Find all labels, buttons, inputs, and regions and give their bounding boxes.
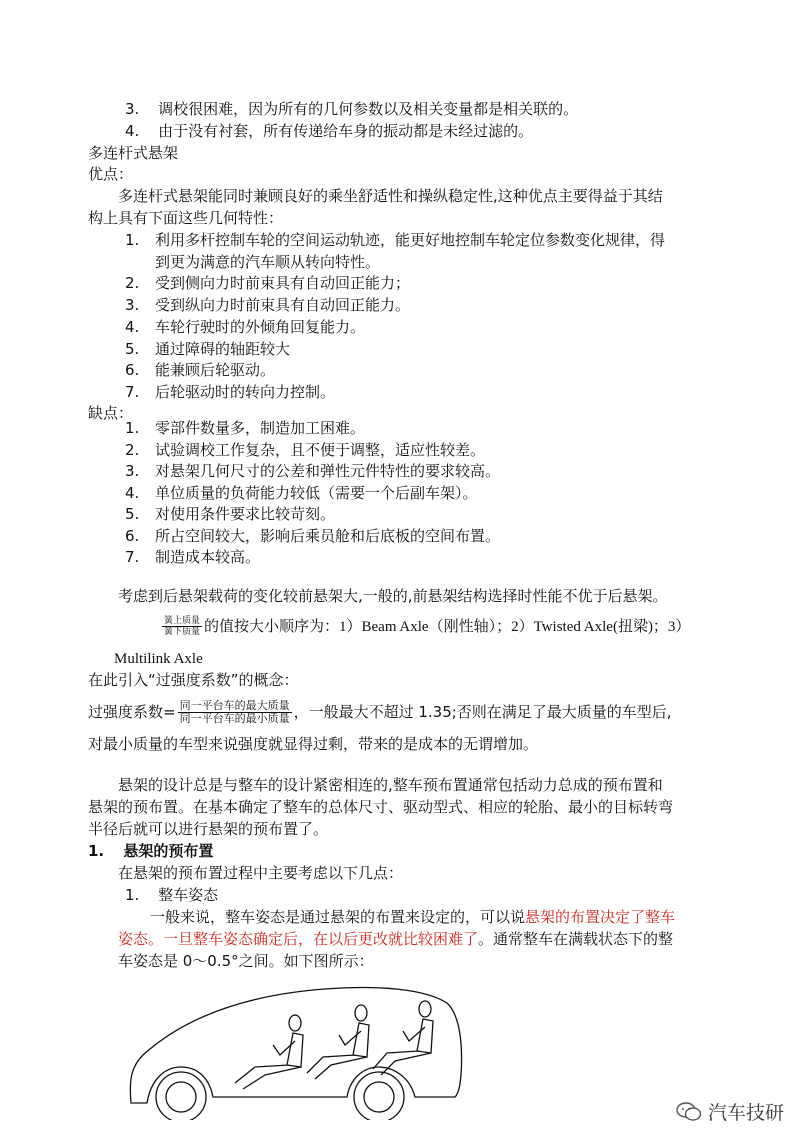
section-title bbox=[88, 841, 213, 861]
paragraph-line: 车姿态是 0～0.5°之间。如下图所示： bbox=[118, 952, 374, 970]
occupant-dummy bbox=[235, 1015, 303, 1089]
subsection-title-text: 整车姿态 bbox=[158, 886, 219, 904]
fraction-numerator: 簧上质量 bbox=[164, 616, 201, 626]
item-number: 5. bbox=[125, 505, 140, 523]
item-number: 4. bbox=[125, 317, 140, 336]
occupant-dummy bbox=[373, 1001, 433, 1075]
paragraph-line: 考虑到后悬架载荷的变化较前悬架大,一般的,前悬架结构选择时性能不优于后悬架。 bbox=[118, 587, 668, 605]
paragraph-line: 半径后就可以进行悬架的预布置了。 bbox=[88, 820, 329, 838]
list-item bbox=[125, 317, 365, 337]
fraction-denominator: 簧下质量 bbox=[164, 627, 201, 637]
occupant-dummy bbox=[307, 1005, 369, 1079]
section-number: 1. bbox=[88, 842, 105, 860]
item-text: 由于没有衬套，所有传递给车身的振动都是未经过滤的。 bbox=[158, 122, 534, 140]
rear-wheel bbox=[354, 1072, 404, 1120]
item-text: 所占空间较大，影响后乘员舱和后底板的空间布置。 bbox=[155, 526, 501, 545]
paragraph-line: 构上具有下面这些几何特性： bbox=[88, 209, 284, 227]
item-text: 试验调校工作复杂，且不便于调整，适应性较差。 bbox=[155, 440, 486, 459]
item-text: 车轮行驶时的外倾角回复能力。 bbox=[155, 317, 366, 336]
item-text: 能兼顾后轮驱动。 bbox=[155, 361, 276, 380]
list-item bbox=[125, 547, 260, 567]
highlighted-text: 悬架的布置决定了整车 bbox=[525, 908, 676, 926]
watermark bbox=[676, 1098, 784, 1125]
pros-label: 优点： bbox=[88, 165, 134, 183]
item-text: 调校很困难，因为所有的几何参数以及相关变量都是相关联的。 bbox=[158, 100, 579, 118]
front-wheel bbox=[156, 1072, 206, 1120]
rear-wheel-hub bbox=[364, 1082, 394, 1112]
wechat-icon bbox=[676, 1101, 702, 1123]
front-wheel-hub bbox=[166, 1082, 196, 1112]
fraction-denominator: 同一平台车的最小质量 bbox=[179, 712, 290, 725]
paragraph-line: 对最小质量的车型来说强度就显得过剩，带来的是成本的无谓增加。 bbox=[88, 735, 539, 753]
item-number: 3. bbox=[125, 296, 140, 315]
vehicle-body-outline bbox=[130, 988, 461, 1103]
item-number: 5. bbox=[125, 339, 140, 358]
list-item bbox=[125, 418, 365, 438]
item-number: 6. bbox=[125, 526, 140, 545]
watermark-text: 汽车技研 bbox=[708, 1102, 785, 1124]
item-text: 对使用条件要求比较苛刻。 bbox=[155, 505, 336, 523]
paragraph-line: 悬架的设计总是与整车的设计紧密相连的,整车预布置通常包括动力总成的预布置和 bbox=[118, 776, 663, 794]
coef-text: ，一般最大不超过 1.35;否则在满足了最大质量的车型后, bbox=[293, 703, 672, 721]
item-text: 对悬架几何尺寸的公差和弹性元件特性的要求较高。 bbox=[155, 462, 501, 480]
multilink-axle: Multilink Axle bbox=[114, 651, 203, 667]
item-number: 7. bbox=[125, 548, 140, 566]
list-item bbox=[125, 504, 335, 524]
item-text: 单位质量的负荷能力较低（需要一个后副车架）。 bbox=[155, 483, 478, 502]
item-number: 1. bbox=[125, 231, 140, 249]
item-text: 受到纵向力时前束具有自动回正能力。 bbox=[155, 296, 411, 315]
paragraph-line: 悬架的预布置。在基本确定了整车的总体尺寸、驱动型式、相应的轮胎、最小的目标转弯 bbox=[88, 798, 674, 816]
item-text: 通过障碍的轴距较大 bbox=[155, 339, 291, 358]
cons-label: 缺点： bbox=[88, 404, 134, 422]
item-text: 后轮驱动时的转向力控制。 bbox=[155, 382, 336, 401]
subsection-title bbox=[125, 885, 218, 905]
coefficient-formula bbox=[88, 697, 672, 727]
section-title-text: 悬架的预布置 bbox=[123, 842, 214, 860]
formula-line bbox=[160, 612, 690, 641]
list-item bbox=[125, 273, 410, 293]
paragraph-line: 在悬架的预布置过程中主要考虑以下几点： bbox=[118, 864, 404, 882]
item-text: 受到侧向力时前束具有自动回正能力； bbox=[155, 274, 411, 293]
mass-ratio-fraction bbox=[162, 616, 202, 637]
item-number: 2. bbox=[125, 440, 140, 459]
fraction-numerator: 同一平台车的最大质量 bbox=[179, 699, 290, 712]
paragraph-line bbox=[150, 907, 675, 927]
item-text: 到更为满意的汽车顺从转向特性。 bbox=[155, 252, 381, 271]
list-item bbox=[125, 339, 290, 359]
item-number: 3. bbox=[125, 100, 140, 118]
paragraph-line: 在此引入“过强度系数”的概念： bbox=[88, 671, 299, 689]
paragraph-line bbox=[118, 929, 673, 949]
item-number: 7. bbox=[125, 382, 140, 401]
item-text: 制造成本较高。 bbox=[155, 548, 261, 566]
item-number: 6. bbox=[125, 361, 140, 380]
list-item bbox=[125, 440, 485, 460]
highlighted-text: 姿态。一旦整车姿态确定后，在以后更改就比较困难了 bbox=[118, 930, 479, 948]
list-item bbox=[125, 230, 665, 250]
item-text: 利用多杆控制车轮的空间运动轨迹，能更好地控制车轮定位参数变化规律，得 bbox=[155, 231, 666, 249]
list-item bbox=[125, 295, 410, 315]
list-item bbox=[125, 483, 478, 503]
item-number: 4. bbox=[125, 483, 140, 502]
order-text: 的值按大小顺序为：1）Beam Axle（刚性轴）；2）Twisted Axle(扭梁)；3） bbox=[204, 619, 691, 635]
list-item bbox=[125, 99, 578, 119]
paragraph-line: 多连杆式悬架能同时兼顾良好的乘坐舒适性和操纵稳定性,这种优点主要得益于其结 bbox=[118, 187, 663, 205]
vehicle-posture-figure bbox=[125, 985, 470, 1120]
list-item bbox=[125, 360, 275, 380]
item-number: 4. bbox=[125, 122, 140, 140]
list-item bbox=[125, 382, 335, 402]
subsection-number: 1. bbox=[125, 886, 140, 904]
coef-label: 过强度系数= bbox=[88, 703, 176, 721]
list-item bbox=[125, 252, 380, 272]
list-item bbox=[125, 526, 500, 546]
item-number: 1. bbox=[125, 419, 140, 437]
list-item bbox=[125, 461, 500, 481]
coef-fraction bbox=[178, 700, 292, 725]
text-run: 。通常整车在满载状态下的整 bbox=[478, 930, 674, 948]
item-text: 零部件数量多，制造加工困难。 bbox=[155, 419, 366, 437]
item-number: 2. bbox=[125, 274, 140, 293]
list-item bbox=[125, 121, 533, 141]
item-number: 3. bbox=[125, 462, 140, 480]
section-heading: 多连杆式悬架 bbox=[88, 144, 179, 162]
text-run: 一般来说，整车姿态是通过悬架的布置来设定的，可以说 bbox=[150, 908, 526, 926]
